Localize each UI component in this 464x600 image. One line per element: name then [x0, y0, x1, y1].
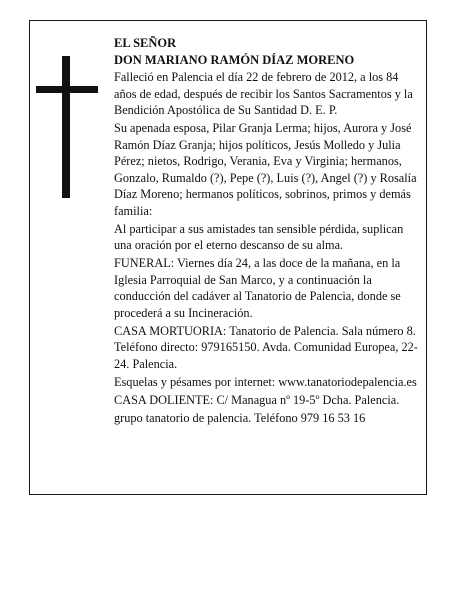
- family-paragraph: Su apenada esposa, Pilar Granja Lerma; hijos, Aurora y José Ramón Díaz Granja; hijos políticos, Jesús Molledo y Julia Pérez; nietos, Rodrigo, Verania, Eva y Virginia; hermanos, Gonzalo, Rumaldo (?), Pepe (?), Luis (?), Angel (?) y Rosalía Díaz Moreno; hermanos políticos, sobrinos, primos y demás familia:: [114, 121, 417, 218]
- heading-title: EL SEÑOR: [114, 36, 177, 50]
- funeral-paragraph: FUNERAL: Viernes día 24, a las doce de la mañana, en la Iglesia Parroquial de San Marco, y a continuación la conducción del cadáver al Tanatorio de Palencia, donde se procederá a su Incineración.: [114, 256, 401, 320]
- funeral-home-contact-paragraph: grupo tanatorio de palencia. Teléfono 979 16 53 16: [114, 410, 366, 425]
- obituary-text: [114, 35, 422, 428]
- cross-icon: [36, 56, 98, 198]
- prayer-request-paragraph: Al participar a sus amistades tan sensible pérdida, suplican una oración por el eterno descanso de su alma.: [114, 221, 404, 252]
- death-announcement-paragraph: Falleció en Palencia el día 22 de febrero de 2012, a los 84 años de edad, después de recibir los Santos Sacramentos y la Bendición Apostólica de Su Santidad D. E. P.: [114, 70, 413, 117]
- deceased-name: DON MARIANO RAMÓN DÍAZ MORENO: [114, 53, 355, 67]
- family-home-paragraph: CASA DOLIENTE: C/ Managua nº 19-5º Dcha. Palencia.: [114, 392, 400, 407]
- mortuary-paragraph: CASA MORTUORIA: Tanatorio de Palencia. Sala número 8. Teléfono directo: 979165150. Avda. Comunidad Europea, 22-24. Palencia.: [114, 323, 418, 371]
- internet-condolences-paragraph: Esquelas y pésames por internet: www.tanatoriodepalencia.es: [114, 374, 417, 389]
- cross-vertical-bar: [62, 56, 70, 198]
- cross-horizontal-bar: [36, 86, 98, 93]
